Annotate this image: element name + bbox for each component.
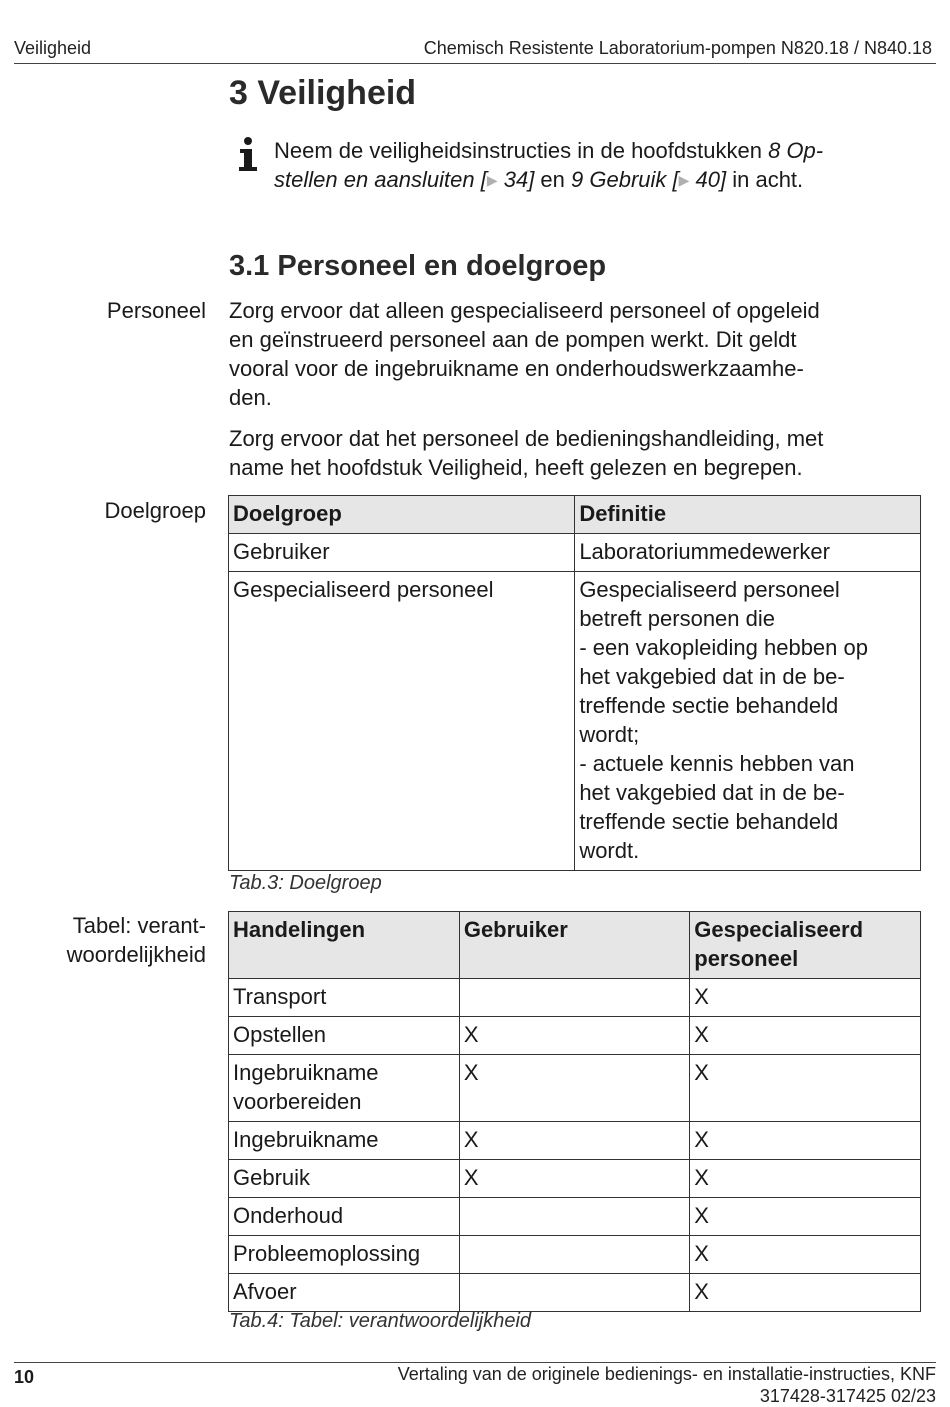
- text-line: Vertaling van de originele bedienings- en installatie-instructies, KNF: [397, 1364, 936, 1384]
- table-row: [229, 979, 921, 1017]
- column-header: Doelgroep: [229, 496, 575, 534]
- note-ref-chapter-9[interactable]: 9 Gebruik [: [571, 167, 679, 192]
- margin-label-doelgroep: Doelgroep: [104, 498, 206, 523]
- table-caption: Tab.4: Tabel: verantwoordelijkheid: [229, 1310, 532, 1332]
- text-line: wordt;: [579, 722, 640, 747]
- table-cell: [229, 1055, 460, 1122]
- footer-text: [398, 1363, 936, 1407]
- table-cell: [459, 979, 689, 1017]
- table-cell: Gespecialiseerd personeel: [229, 572, 575, 871]
- margin-label-responsibility: [67, 911, 206, 969]
- text-line: personeel: [694, 946, 799, 971]
- table-row: [229, 1017, 921, 1055]
- text-line: wordt.: [579, 838, 640, 863]
- personnel-paragraph-2: [229, 424, 919, 482]
- table-row: [229, 534, 921, 572]
- running-header-right: Chemisch Resistente Laboratorium-pompen N820.18 / N840.18: [423, 38, 932, 58]
- table-header-row: [229, 912, 921, 979]
- page-arrow-icon: ▶: [678, 172, 690, 188]
- column-header: Handelingen: [229, 912, 460, 979]
- responsibility-table: [228, 911, 921, 1312]
- table-row: [229, 1122, 921, 1160]
- note-ref-page-34[interactable]: 34]: [497, 167, 535, 192]
- table-cell: X: [459, 1160, 689, 1198]
- table-cell: X: [690, 1055, 921, 1122]
- text-line: woordelijkheid: [66, 942, 206, 967]
- section-title: 3.1 Personeel en doelgroep: [229, 250, 607, 282]
- table-cell: Gebruiker: [229, 534, 575, 572]
- page-arrow-icon: ▶: [486, 172, 498, 188]
- text-line: 317428-317425 02/23: [759, 1386, 936, 1406]
- table-cell: [459, 1236, 689, 1274]
- text-line: Zorg ervoor dat het personeel de bedieningshandleiding, met: [229, 426, 824, 451]
- text-line: Tabel: verant-: [72, 913, 206, 938]
- chapter-title: 3 Veiligheid: [229, 74, 417, 112]
- running-header-left: Veiligheid: [14, 38, 92, 58]
- note-text-mid: en: [534, 167, 572, 192]
- note-ref-chapter-8[interactable]: 8 Op-: [768, 138, 824, 163]
- table-cell: Afvoer: [229, 1274, 460, 1312]
- table-row: [229, 1236, 921, 1274]
- info-icon: [236, 136, 260, 176]
- table-cell: X: [459, 1017, 689, 1055]
- text-line: - een vakopleiding hebben op: [579, 635, 868, 660]
- table-caption: Tab.3: Doelgroep: [229, 872, 382, 894]
- text-line: en geïnstrueerd personeel aan de pompen werkt. Dit geldt: [229, 327, 797, 352]
- table-cell: Probleemoplossing: [229, 1236, 460, 1274]
- table-header-row: [229, 496, 921, 534]
- text-line: het vakgebied dat in de be-: [579, 664, 845, 689]
- text-line: vooral voor de ingebruikname en onderhoudswerkzaamhe-: [229, 356, 804, 381]
- target-group-table: [228, 495, 921, 871]
- column-header: [690, 912, 921, 979]
- column-header: Gebruiker: [459, 912, 689, 979]
- column-header: Definitie: [575, 496, 921, 534]
- text-line: Gespecialiseerd personeel: [579, 577, 840, 602]
- text-line: voorbereiden: [233, 1089, 362, 1114]
- table-cell: [459, 1274, 689, 1312]
- table-cell: Transport: [229, 979, 460, 1017]
- safety-note: [274, 136, 914, 195]
- table-cell: X: [690, 1017, 921, 1055]
- table-cell: X: [690, 1122, 921, 1160]
- table-cell: [575, 572, 921, 871]
- note-text: Neem de veiligheidsinstructies in de hoofdstukken: [274, 138, 769, 163]
- note-text-end: in acht.: [726, 167, 804, 192]
- table-cell: X: [690, 1198, 921, 1236]
- text-line: treffende sectie behandeld: [579, 809, 839, 834]
- table-cell: [459, 1198, 689, 1236]
- personnel-paragraph-1: [229, 296, 919, 412]
- text-line: betreft personen die: [579, 606, 776, 631]
- table-cell: X: [690, 1274, 921, 1312]
- table-row: [229, 1198, 921, 1236]
- header-rule: [14, 63, 936, 64]
- text-line: name het hoofdstuk Veiligheid, heeft gelezen en begrepen.: [229, 455, 803, 480]
- text-line: - actuele kennis hebben van: [579, 751, 855, 776]
- table-cell: Gebruik: [229, 1160, 460, 1198]
- text-line: den.: [229, 385, 272, 410]
- table-row: [229, 572, 921, 871]
- table-cell: X: [459, 1122, 689, 1160]
- table-cell: X: [690, 1236, 921, 1274]
- note-ref-page-40[interactable]: 40]: [689, 167, 727, 192]
- table-cell: X: [459, 1055, 689, 1122]
- table-cell: Opstellen: [229, 1017, 460, 1055]
- text-line: Ingebruikname: [233, 1060, 379, 1085]
- page-number: 10: [14, 1367, 35, 1387]
- text-line: Gespecialiseerd: [694, 917, 864, 942]
- text-line: treffende sectie behandeld: [579, 693, 839, 718]
- table-cell: X: [690, 979, 921, 1017]
- table-cell: Onderhoud: [229, 1198, 460, 1236]
- table-cell: X: [690, 1160, 921, 1198]
- margin-label-personeel: Personeel: [106, 298, 206, 323]
- text-line: het vakgebied dat in de be-: [579, 780, 845, 805]
- table-row: [229, 1274, 921, 1312]
- table-cell: Laboratoriummedewerker: [575, 534, 921, 572]
- table-row: [229, 1055, 921, 1122]
- text-line: Zorg ervoor dat alleen gespecialiseerd personeel of opgeleid: [229, 298, 820, 323]
- table-row: [229, 1160, 921, 1198]
- note-ref-chapter-8-cont[interactable]: stellen en aansluiten [: [274, 167, 487, 192]
- table-cell: Ingebruikname: [229, 1122, 460, 1160]
